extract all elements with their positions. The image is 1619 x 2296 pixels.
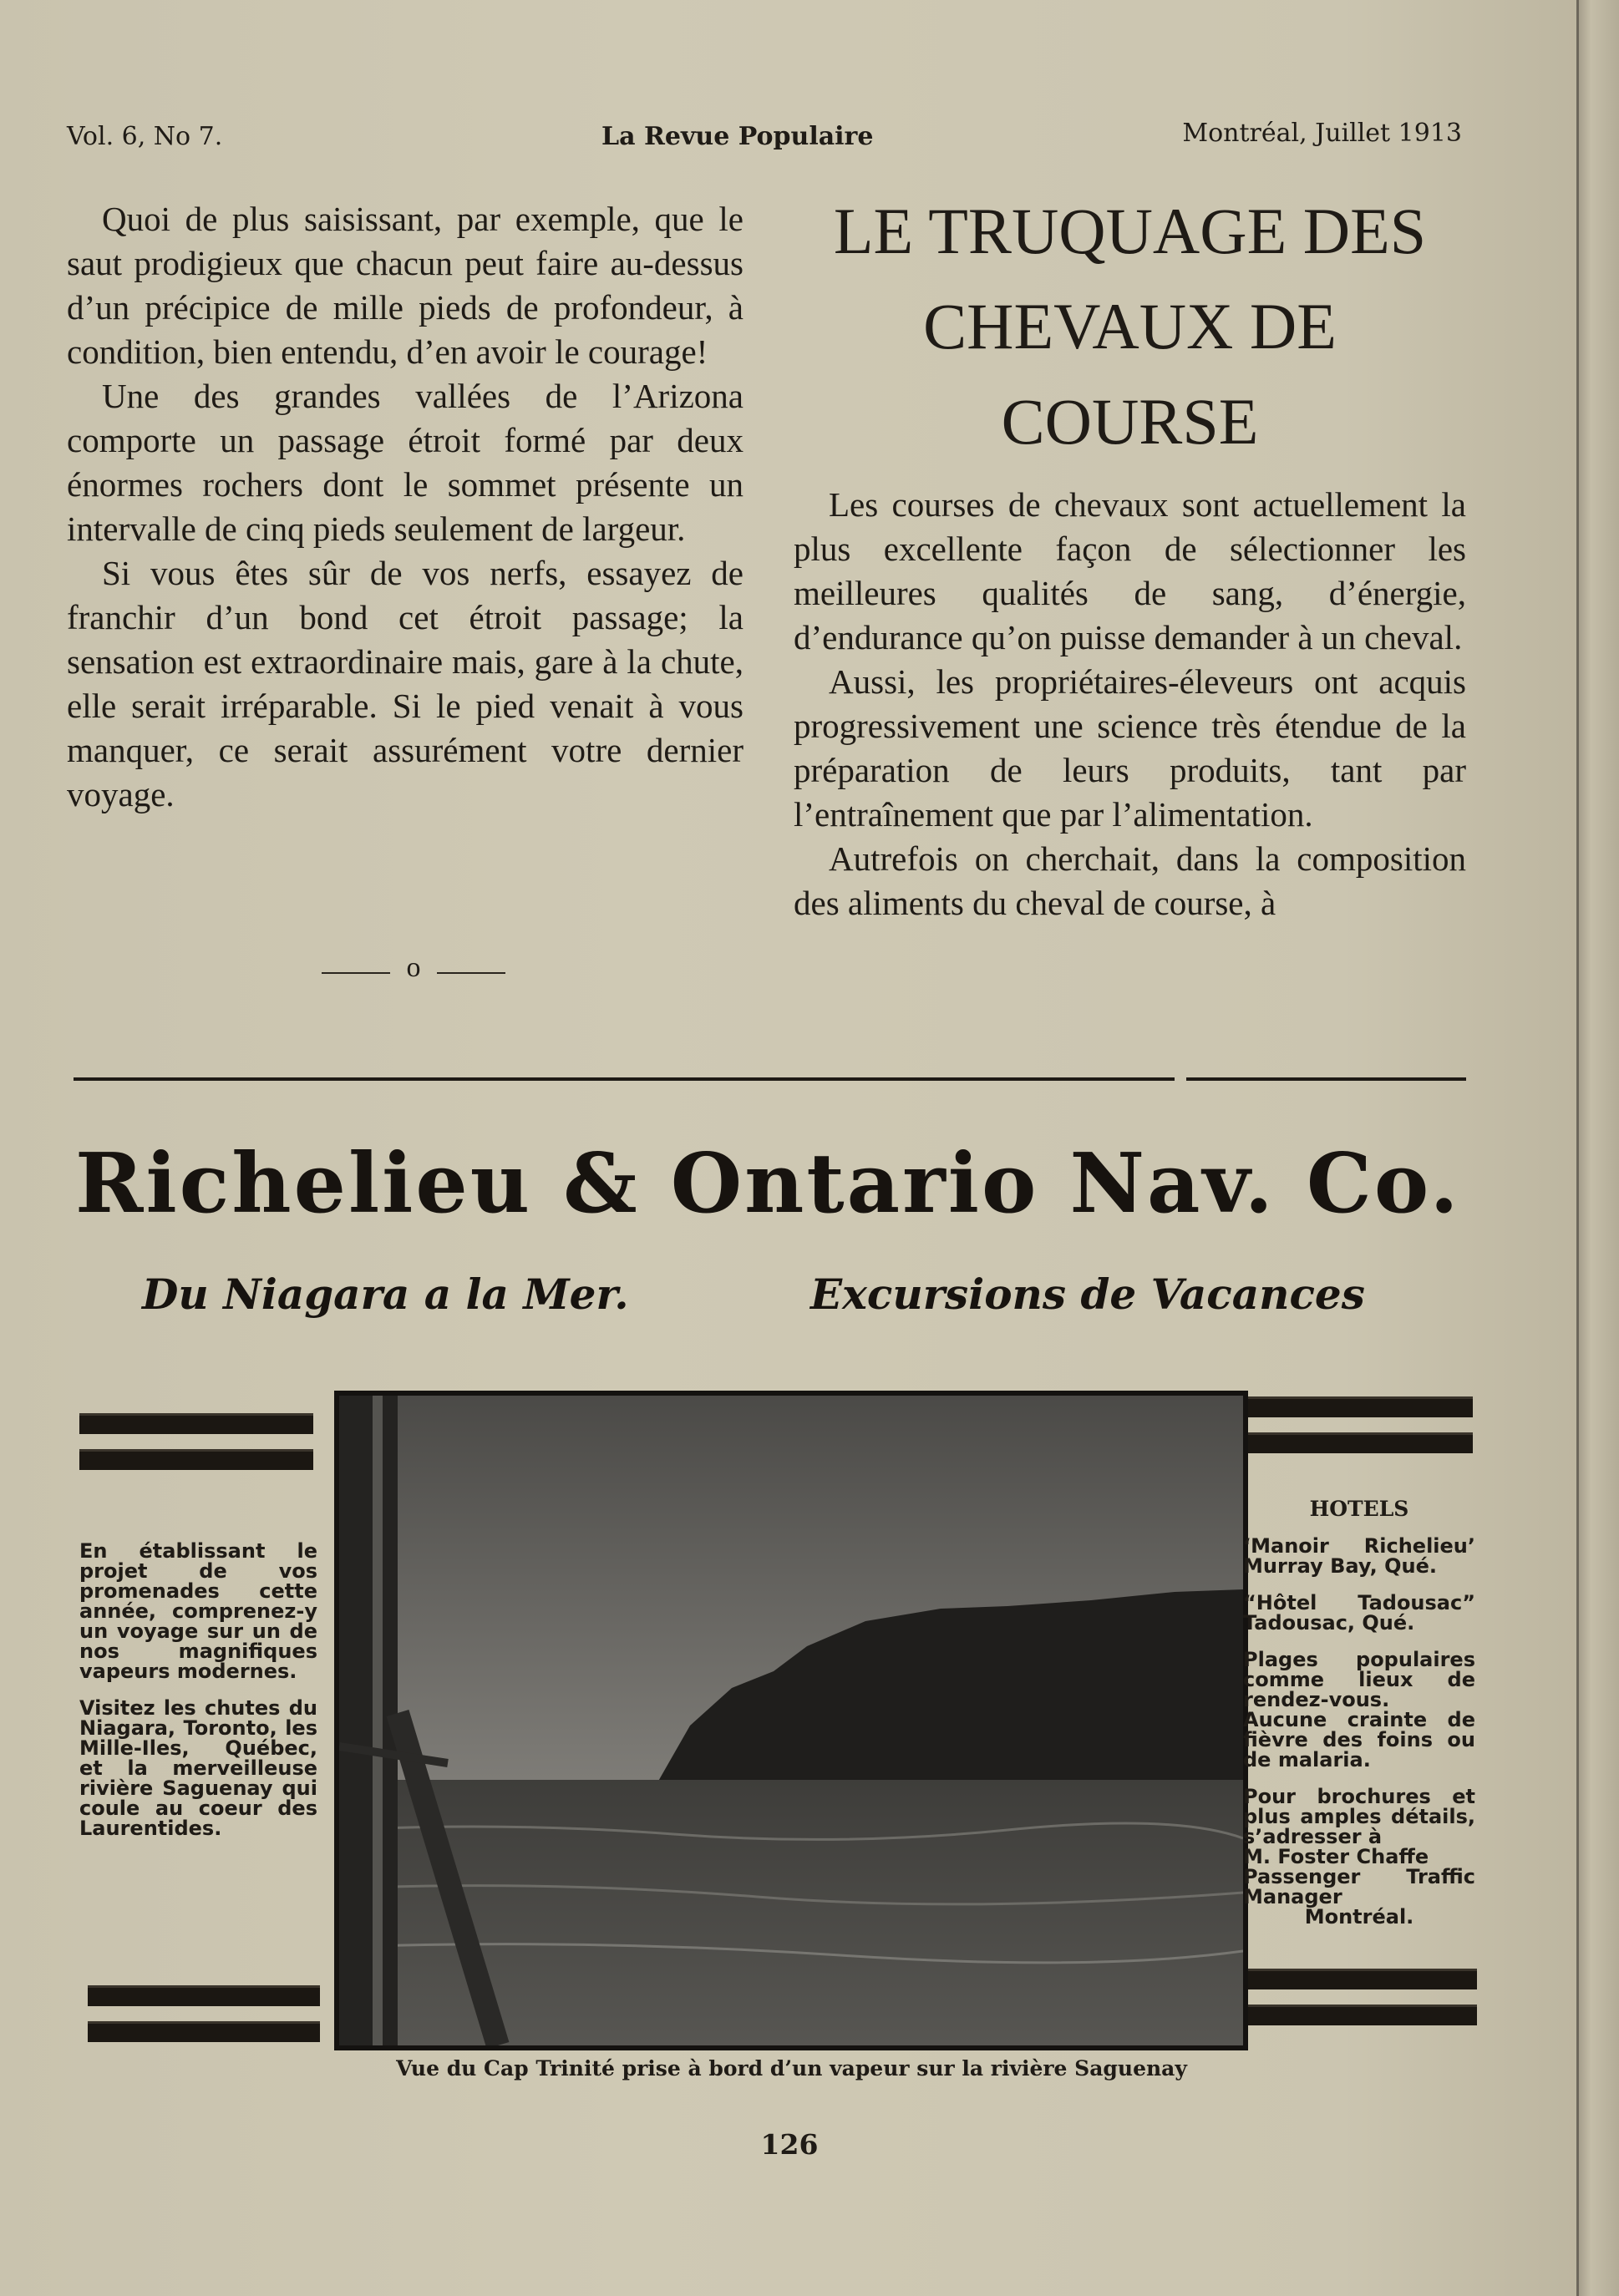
photo-caption: Vue du Cap Trinité prise à bord d’un vapeur sur la rivière Saguenay xyxy=(396,2056,1187,2081)
paragraph: Une des grandes vallées de l’Arizona comporte un passage étroit formé par deux énormes rochers dont le sommet présente un intervalle de cinq pieds seulement de largeur. xyxy=(67,377,744,548)
photo-cap-trinite xyxy=(334,1391,1248,2050)
section-separator: o xyxy=(322,952,505,994)
running-header xyxy=(67,119,1462,164)
paragraph: Si vous êtes sûr de vos nerfs, essayez de franchir d’un bond cet étroit passage; la sensation est extraordinaire mais, gare à la chute, elle serait irréparable. Si le pied venait à vous manquer, ce serait assurément votre dernier voyage. xyxy=(67,554,744,813)
hotels-description: Plages populaires comme lieux de rendez-vous. Aucune crainte de fièvre des foins ou de malaria. xyxy=(1243,1648,1475,1771)
hotel-entry: ‘Manoir Richelieu’ Murray Bay, Qué. xyxy=(1243,1534,1475,1578)
ad-left-text xyxy=(79,1541,317,1855)
ad-company-name: Richelieu & Ontario Nav. Co. xyxy=(75,1136,1461,1232)
ad-tagline-left: Du Niagara a la Mer. xyxy=(142,1270,629,1319)
paragraph: Les courses de chevaux sont actuellement la plus excellente façon de sélectionner les meilleures qualités de sang, d’énergie, d’endurance qu’on puisse demander à un cheval. xyxy=(794,485,1466,656)
volume-number: Vol. 6, No 7. xyxy=(67,122,223,151)
ad-hotels-text xyxy=(1243,1499,1475,1927)
article-title xyxy=(794,184,1466,469)
contact-city: Montréal. xyxy=(1304,1905,1414,1929)
left-column-text xyxy=(67,197,744,817)
paragraph: Aussi, les propriétaires-éleveurs ont acquis progressivement une science très étendue de la préparation de leurs produits, tant par l’entraînement que par l’alimentation. xyxy=(794,662,1466,834)
page-number: 126 xyxy=(760,2128,819,2161)
page-binding-edge xyxy=(1576,0,1619,2296)
decorative-bars-top-left xyxy=(79,1413,313,1485)
paragraph: Autrefois on cherchait, dans la composition des aliments du cheval de course, à xyxy=(794,839,1466,922)
ad-tagline-right: Excursions de Vacances xyxy=(810,1270,1365,1319)
decorative-bars-bottom-right xyxy=(1246,1969,1477,2040)
paragraph: Quoi de plus saisissant, par exemple, que le saut prodigieux que chacun peut faire au-dessus d’un précipice de mille pieds de profondeur, à condition, bien entendu, d’en avoir le courage! xyxy=(67,200,744,371)
brochure-text: Pour brochures et plus amples détails, s’adresser à xyxy=(1243,1785,1475,1848)
contact-name: M. Foster Chaffe xyxy=(1243,1845,1429,1868)
hotels-heading: HOTELS xyxy=(1309,1497,1409,1521)
article-body xyxy=(794,483,1466,925)
contact-title: Passenger Traffic Manager xyxy=(1243,1865,1475,1908)
title-line: CHEVAUX DE xyxy=(923,290,1337,362)
issue-date: Montréal, Juillet 1913 xyxy=(1182,119,1462,148)
photo-illustration xyxy=(339,1396,1243,2045)
ad-paragraph: En établissant le projet de vos promenades cette année, comprenez-y un voyage sur un de nos magnifiques vapeurs modernes. xyxy=(79,1539,317,1683)
section-rule xyxy=(74,1077,1175,1081)
hotel-entry: “Hôtel Tadousac” Tadousac, Qué. xyxy=(1243,1591,1475,1635)
title-line: LE TRUQUAGE DES xyxy=(833,195,1427,267)
ad-paragraph: Visitez les chutes du Niagara, Toronto, les Mille-Iles, Québec, et la merveilleuse rivière Saguenay qui coule au coeur des Laurentides. xyxy=(79,1696,317,1840)
title-line: COURSE xyxy=(1001,385,1259,458)
decorative-bars-bottom-left xyxy=(88,1985,320,2057)
section-rule xyxy=(1186,1077,1466,1081)
decorative-bars-top-right xyxy=(1241,1396,1473,1468)
magazine-name: La Revue Populaire xyxy=(601,122,874,151)
